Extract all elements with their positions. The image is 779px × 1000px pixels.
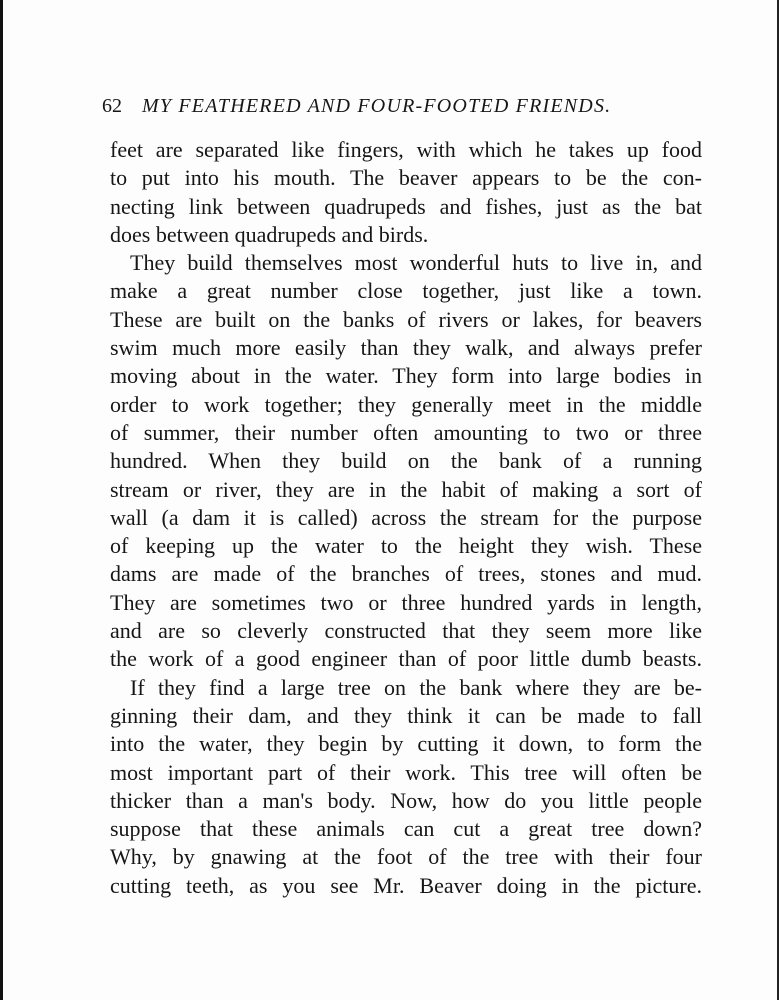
text-line: cutting teeth, as you see Mr. Beaver doing in the picture. xyxy=(110,872,702,898)
text-line: hundred. When they build on the bank of a running xyxy=(110,448,702,474)
text-line: of keeping up the water to the height they wish. These xyxy=(110,533,702,559)
text-line: most important part of their work. This tree will often be xyxy=(110,759,702,785)
text-line: These are built on the banks of rivers or lakes, for beavers xyxy=(110,306,702,332)
text-line: of summer, their number often amounting to two or three xyxy=(110,419,702,445)
text-line: thicker than a man's body. Now, how do you little people xyxy=(110,787,702,813)
text-line: moving about in the water. They form into large bodies in xyxy=(110,363,702,389)
paragraph xyxy=(110,249,702,673)
running-title: MY FEATHERED AND FOUR-FOOTED FRIENDS. xyxy=(142,95,612,117)
text-line: They are sometimes two or three hundred yards in length, xyxy=(110,589,702,615)
text-line: suppose that these animals can cut a great tree down? xyxy=(110,816,702,842)
text-line: order to work together; they generally meet in the middle xyxy=(110,391,702,417)
text-line: make a great number close together, just like a town. xyxy=(110,278,702,304)
text-line: stream or river, they are in the habit of making a sort of xyxy=(110,476,702,502)
text-line: into the water, they begin by cutting it down, to form the xyxy=(110,731,702,757)
text-line: dams are made of the branches of trees, stones and mud. xyxy=(110,561,702,587)
text-line: wall (a dam it is called) across the stream for the purpose xyxy=(110,504,702,530)
paragraph xyxy=(110,136,702,249)
paragraph xyxy=(110,674,702,900)
text-line: ginning their dam, and they think it can be made to fall xyxy=(110,702,702,728)
text-line: and are so cleverly constructed that they seem more like xyxy=(110,618,702,644)
text-line: does between quadrupeds and birds. xyxy=(110,221,429,247)
scan-edge-left xyxy=(0,0,3,1000)
text-line: If they find a large tree on the bank where they are be- xyxy=(130,674,702,700)
page-number: 62 xyxy=(102,95,122,117)
text-line: They build themselves most wonderful huts to live in, and xyxy=(130,250,702,276)
text-line: the work of a good engineer than of poor little dumb beasts. xyxy=(110,646,702,672)
body-text xyxy=(110,136,702,900)
text-line: to put into his mouth. The beaver appears to be the con- xyxy=(110,165,702,191)
text-line: feet are separated like fingers, with which he takes up food xyxy=(110,137,702,162)
text-line: swim much more easily than they walk, and always prefer xyxy=(110,335,702,361)
running-header xyxy=(102,95,662,125)
text-line: Why, by gnawing at the foot of the tree with their four xyxy=(110,844,702,870)
text-line: necting link between quadrupeds and fishes, just as the bat xyxy=(110,193,702,219)
